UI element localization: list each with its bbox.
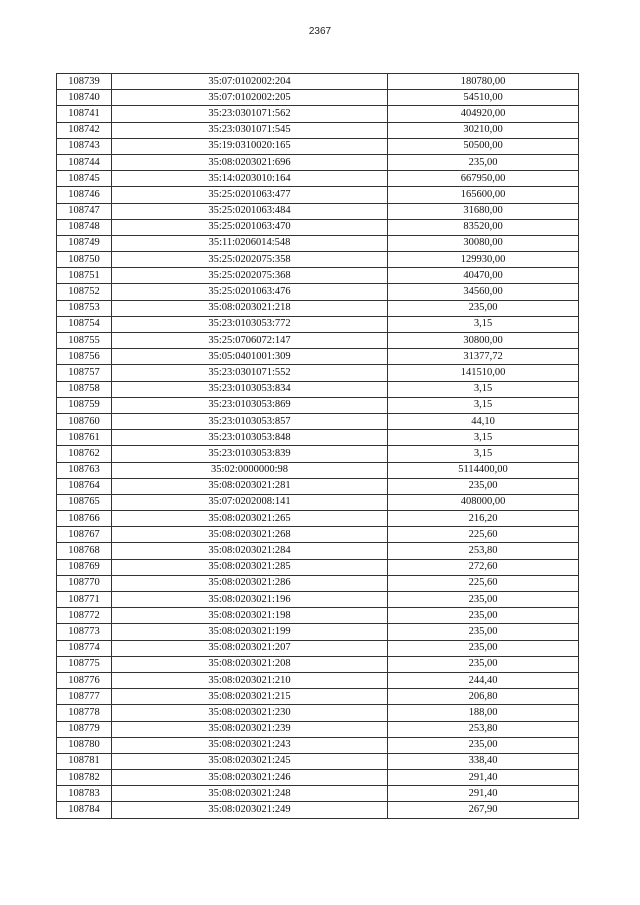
cadastral-number-cell: 35:08:0203021:286: [112, 575, 388, 591]
row-number-cell: 108764: [57, 478, 112, 494]
row-number-cell: 108780: [57, 737, 112, 753]
cadastral-number-cell: 35:23:0103053:848: [112, 430, 388, 446]
cadastral-value-cell: 235,00: [388, 154, 579, 170]
cadastral-value-cell: 338,40: [388, 753, 579, 769]
row-number-cell: 108765: [57, 494, 112, 510]
cadastral-value-cell: 40470,00: [388, 268, 579, 284]
row-number-cell: 108779: [57, 721, 112, 737]
table-row: [57, 511, 579, 527]
cadastral-number-cell: 35:08:0203021:249: [112, 802, 388, 818]
row-number-cell: 108747: [57, 203, 112, 219]
row-number-cell: 108784: [57, 802, 112, 818]
cadastral-number-cell: 35:08:0203021:199: [112, 624, 388, 640]
table-row: [57, 527, 579, 543]
row-number-cell: 108768: [57, 543, 112, 559]
table-row: [57, 219, 579, 235]
table-row: [57, 462, 579, 478]
row-number-cell: 108750: [57, 252, 112, 268]
cadastral-value-table: [56, 73, 579, 819]
cadastral-value-cell: 291,40: [388, 786, 579, 802]
cadastral-number-cell: 35:08:0203021:265: [112, 511, 388, 527]
table-row: [57, 672, 579, 688]
row-number-cell: 108746: [57, 187, 112, 203]
cadastral-number-cell: 35:08:0203021:268: [112, 527, 388, 543]
table-row: [57, 786, 579, 802]
row-number-cell: 108778: [57, 705, 112, 721]
table-row: [57, 333, 579, 349]
cadastral-number-cell: 35:02:0000000:98: [112, 462, 388, 478]
row-number-cell: 108771: [57, 592, 112, 608]
row-number-cell: 108741: [57, 106, 112, 122]
cadastral-number-cell: 35:08:0203021:215: [112, 689, 388, 705]
cadastral-number-cell: 35:08:0203021:248: [112, 786, 388, 802]
table-row: [57, 770, 579, 786]
row-number-cell: 108748: [57, 219, 112, 235]
row-number-cell: 108760: [57, 413, 112, 429]
cadastral-value-cell: 129930,00: [388, 252, 579, 268]
cadastral-number-cell: 35:07:0102002:205: [112, 90, 388, 106]
cadastral-number-cell: 35:25:0201063:476: [112, 284, 388, 300]
cadastral-number-cell: 35:08:0203021:207: [112, 640, 388, 656]
cadastral-number-cell: 35:25:0201063:484: [112, 203, 388, 219]
cadastral-number-cell: 35:08:0203021:218: [112, 300, 388, 316]
cadastral-number-cell: 35:11:0206014:548: [112, 235, 388, 251]
row-number-cell: 108769: [57, 559, 112, 575]
cadastral-number-cell: 35:25:0201063:477: [112, 187, 388, 203]
cadastral-number-cell: 35:08:0203021:281: [112, 478, 388, 494]
cadastral-value-cell: 30210,00: [388, 122, 579, 138]
table-row: [57, 592, 579, 608]
cadastral-value-cell: 44,10: [388, 413, 579, 429]
table-row: [57, 268, 579, 284]
cadastral-value-cell: 272,60: [388, 559, 579, 575]
row-number-cell: 108758: [57, 381, 112, 397]
cadastral-number-cell: 35:05:0401001:309: [112, 349, 388, 365]
cadastral-number-cell: 35:08:0203021:210: [112, 672, 388, 688]
cadastral-number-cell: 35:08:0203021:245: [112, 753, 388, 769]
table-row: [57, 624, 579, 640]
cadastral-value-cell: 235,00: [388, 640, 579, 656]
cadastral-value-cell: 180780,00: [388, 74, 579, 90]
cadastral-number-cell: 35:08:0203021:285: [112, 559, 388, 575]
row-number-cell: 108757: [57, 365, 112, 381]
cadastral-value-cell: 30080,00: [388, 235, 579, 251]
table-row: [57, 381, 579, 397]
table-row: [57, 397, 579, 413]
cadastral-number-cell: 35:08:0203021:243: [112, 737, 388, 753]
table-row: [57, 187, 579, 203]
cadastral-number-cell: 35:23:0103053:834: [112, 381, 388, 397]
table-row: [57, 721, 579, 737]
cadastral-value-cell: 404920,00: [388, 106, 579, 122]
cadastral-value-cell: 3,15: [388, 397, 579, 413]
cadastral-value-cell: 3,15: [388, 381, 579, 397]
row-number-cell: 108767: [57, 527, 112, 543]
cadastral-value-cell: 3,15: [388, 446, 579, 462]
table-row: [57, 559, 579, 575]
row-number-cell: 108775: [57, 656, 112, 672]
cadastral-value-cell: 235,00: [388, 608, 579, 624]
cadastral-number-cell: 35:23:0301071:545: [112, 122, 388, 138]
table-row: [57, 90, 579, 106]
table-row: [57, 640, 579, 656]
cadastral-value-cell: 235,00: [388, 624, 579, 640]
table-row: [57, 300, 579, 316]
row-number-cell: 108766: [57, 511, 112, 527]
cadastral-number-cell: 35:25:0706072:147: [112, 333, 388, 349]
row-number-cell: 108777: [57, 689, 112, 705]
cadastral-value-cell: 235,00: [388, 478, 579, 494]
row-number-cell: 108745: [57, 171, 112, 187]
row-number-cell: 108749: [57, 235, 112, 251]
cadastral-number-cell: 35:25:0202075:358: [112, 252, 388, 268]
cadastral-number-cell: 35:08:0203021:239: [112, 721, 388, 737]
row-number-cell: 108752: [57, 284, 112, 300]
table-row: [57, 608, 579, 624]
row-number-cell: 108763: [57, 462, 112, 478]
cadastral-value-cell: 225,60: [388, 527, 579, 543]
cadastral-value-cell: 3,15: [388, 316, 579, 332]
table-row: [57, 413, 579, 429]
row-number-cell: 108774: [57, 640, 112, 656]
row-number-cell: 108783: [57, 786, 112, 802]
table-row: [57, 106, 579, 122]
table-row: [57, 689, 579, 705]
cadastral-value-cell: 34560,00: [388, 284, 579, 300]
cadastral-number-cell: 35:23:0301071:552: [112, 365, 388, 381]
table-row: [57, 349, 579, 365]
cadastral-number-cell: 35:25:0202075:368: [112, 268, 388, 284]
cadastral-value-cell: 235,00: [388, 300, 579, 316]
row-number-cell: 108762: [57, 446, 112, 462]
table-row: [57, 365, 579, 381]
page-number: 2367: [308, 26, 332, 37]
table-row: [57, 737, 579, 753]
cadastral-value-cell: 408000,00: [388, 494, 579, 510]
cadastral-number-cell: 35:07:0202008:141: [112, 494, 388, 510]
cadastral-value-cell: 3,15: [388, 430, 579, 446]
cadastral-number-cell: 35:08:0203021:208: [112, 656, 388, 672]
table-row: [57, 802, 579, 818]
cadastral-number-cell: 35:23:0103053:839: [112, 446, 388, 462]
cadastral-value-cell: 31680,00: [388, 203, 579, 219]
table-row: [57, 656, 579, 672]
table-row: [57, 74, 579, 90]
table-row: [57, 446, 579, 462]
cadastral-number-cell: 35:19:0310020:165: [112, 138, 388, 154]
table-row: [57, 478, 579, 494]
cadastral-number-cell: 35:08:0203021:284: [112, 543, 388, 559]
row-number-cell: 108770: [57, 575, 112, 591]
cadastral-value-cell: 235,00: [388, 737, 579, 753]
cadastral-value-cell: 50500,00: [388, 138, 579, 154]
cadastral-number-cell: 35:08:0203021:696: [112, 154, 388, 170]
table-row: [57, 235, 579, 251]
row-number-cell: 108751: [57, 268, 112, 284]
row-number-cell: 108743: [57, 138, 112, 154]
cadastral-value-cell: 244,40: [388, 672, 579, 688]
cadastral-value-cell: 235,00: [388, 592, 579, 608]
row-number-cell: 108759: [57, 397, 112, 413]
table-row: [57, 316, 579, 332]
table-row: [57, 575, 579, 591]
table-row: [57, 430, 579, 446]
cadastral-value-cell: 141510,00: [388, 365, 579, 381]
row-number-cell: 108754: [57, 316, 112, 332]
cadastral-value-cell: 225,60: [388, 575, 579, 591]
cadastral-value-cell: 206,80: [388, 689, 579, 705]
row-number-cell: 108739: [57, 74, 112, 90]
cadastral-number-cell: 35:08:0203021:246: [112, 770, 388, 786]
cadastral-number-cell: 35:23:0301071:562: [112, 106, 388, 122]
table-row: [57, 543, 579, 559]
cadastral-number-cell: 35:23:0103053:772: [112, 316, 388, 332]
table-row: [57, 203, 579, 219]
cadastral-value-cell: 235,00: [388, 656, 579, 672]
row-number-cell: 108773: [57, 624, 112, 640]
table-row: [57, 171, 579, 187]
row-number-cell: 108782: [57, 770, 112, 786]
cadastral-number-cell: 35:08:0203021:198: [112, 608, 388, 624]
cadastral-number-cell: 35:14:0203010:164: [112, 171, 388, 187]
table-row: [57, 753, 579, 769]
cadastral-number-cell: 35:25:0201063:470: [112, 219, 388, 235]
table-row: [57, 494, 579, 510]
cadastral-number-cell: 35:08:0203021:230: [112, 705, 388, 721]
cadastral-value-cell: 83520,00: [388, 219, 579, 235]
table-row: [57, 122, 579, 138]
row-number-cell: 108755: [57, 333, 112, 349]
row-number-cell: 108753: [57, 300, 112, 316]
cadastral-value-cell: 5114400,00: [388, 462, 579, 478]
cadastral-number-cell: 35:23:0103053:869: [112, 397, 388, 413]
cadastral-value-cell: 253,80: [388, 721, 579, 737]
table-body: [57, 74, 579, 819]
cadastral-value-cell: 54510,00: [388, 90, 579, 106]
cadastral-value-cell: 216,20: [388, 511, 579, 527]
row-number-cell: 108781: [57, 753, 112, 769]
table-row: [57, 154, 579, 170]
table-row: [57, 705, 579, 721]
cadastral-value-cell: 165600,00: [388, 187, 579, 203]
row-number-cell: 108740: [57, 90, 112, 106]
table-row: [57, 252, 579, 268]
cadastral-value-cell: 291,40: [388, 770, 579, 786]
row-number-cell: 108744: [57, 154, 112, 170]
cadastral-value-cell: 31377,72: [388, 349, 579, 365]
cadastral-value-cell: 267,90: [388, 802, 579, 818]
row-number-cell: 108742: [57, 122, 112, 138]
cadastral-number-cell: 35:07:0102002:204: [112, 74, 388, 90]
row-number-cell: 108761: [57, 430, 112, 446]
row-number-cell: 108772: [57, 608, 112, 624]
row-number-cell: 108776: [57, 672, 112, 688]
cadastral-number-cell: 35:23:0103053:857: [112, 413, 388, 429]
cadastral-value-cell: 30800,00: [388, 333, 579, 349]
table-row: [57, 138, 579, 154]
row-number-cell: 108756: [57, 349, 112, 365]
cadastral-value-cell: 667950,00: [388, 171, 579, 187]
cadastral-value-cell: 253,80: [388, 543, 579, 559]
cadastral-value-cell: 188,00: [388, 705, 579, 721]
cadastral-number-cell: 35:08:0203021:196: [112, 592, 388, 608]
table-row: [57, 284, 579, 300]
